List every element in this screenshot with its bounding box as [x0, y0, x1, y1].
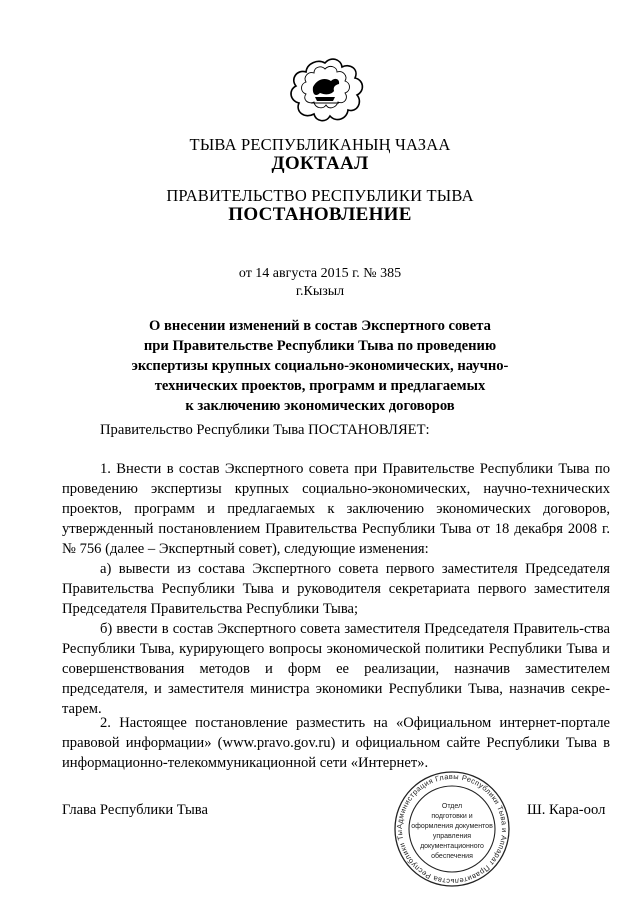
- paragraph-2: 2. Настоящее постановление разместить на «Официальном интернет-портале правовой информации» (www.pravo.gov.ru) и официальном сайте Республики Тыва в информационно-телекоммуникационной сети «Интернет».: [62, 715, 610, 771]
- header-russian-line1: ПРАВИТЕЛЬСТВО РЕСПУБЛИКИ ТЫВА: [166, 186, 474, 205]
- header-tuvan-line1: ТЫВА РЕСПУБЛИКАНЫҢ ЧАЗАА: [189, 135, 451, 154]
- document-date-number: от 14 августа 2015 г. № 385: [238, 266, 402, 281]
- official-seal-icon: [378, 770, 526, 888]
- seal-center-line: оформления документов: [411, 823, 493, 830]
- title-line: к заключению экономических договоров: [185, 398, 455, 414]
- paragraph-1a: а) вывести из состава Экспертного совета первого заместителя Председателя Правительства Республики Тыва и руководителя секретариата первого заместителя Председателя Правительства Республики Тыва;: [62, 561, 610, 617]
- seal-ring-text: Администрация Главы Республики Тыва и Аппарат Правительства Республики Ты: [394, 771, 510, 887]
- paragraph-1b: б) ввести в состав Экспертного совета заместителя Председателя Правитель-ства Республики Тыва, курирующего вопросы экономической политики Республики Тыва и совершенствования методов и форм ее реализации, назначив заместителем председателя, и заместителя министра экономики Республики Тыва, назначив секре-тарем.: [62, 621, 610, 717]
- republic-emblem-icon: [285, 57, 365, 127]
- intro-paragraph: Правительство Республики Тыва ПОСТАНОВЛЯЕТ:: [100, 422, 430, 438]
- paragraph-1: 1. Внести в состав Экспертного совета при Правительстве Республики Тыва по проведению экспертизы крупных социально-экономических, научно-технических проектов, программ и предлагаемых к заключению экономических договоров, утвержденный постановлением Правительства Республики Тыва от 18 декабря 2008 г. № 756 (далее – Экспертный совет), следующие изменения:: [62, 461, 610, 557]
- seal-center-line: подготовки и: [431, 813, 473, 820]
- header-russian-line2: ПОСТАНОВЛЕНИЕ: [228, 204, 412, 225]
- title-line: технических проектов, программ и предлагаемых: [154, 378, 486, 394]
- document-title: [90, 316, 550, 416]
- title-line: О внесении изменений в состав Экспертного совета: [149, 318, 491, 334]
- document-place: г.Кызыл: [295, 284, 345, 299]
- seal-center-line: Отдел: [441, 803, 463, 810]
- seal-center-line: управления: [432, 833, 472, 840]
- title-line: при Правительстве Республики Тыва по проведению: [143, 338, 497, 354]
- signatory-name: Ш. Кара-оол: [527, 802, 606, 818]
- signatory-position: Глава Республики Тыва: [62, 802, 208, 818]
- title-line: экспертизы крупных социально-экономических, научно-: [131, 358, 509, 374]
- header-tuvan-line2: ДОКТААЛ: [271, 153, 369, 174]
- seal-center-line: обеспечения: [431, 853, 473, 860]
- seal-center-line: документационного: [420, 843, 484, 850]
